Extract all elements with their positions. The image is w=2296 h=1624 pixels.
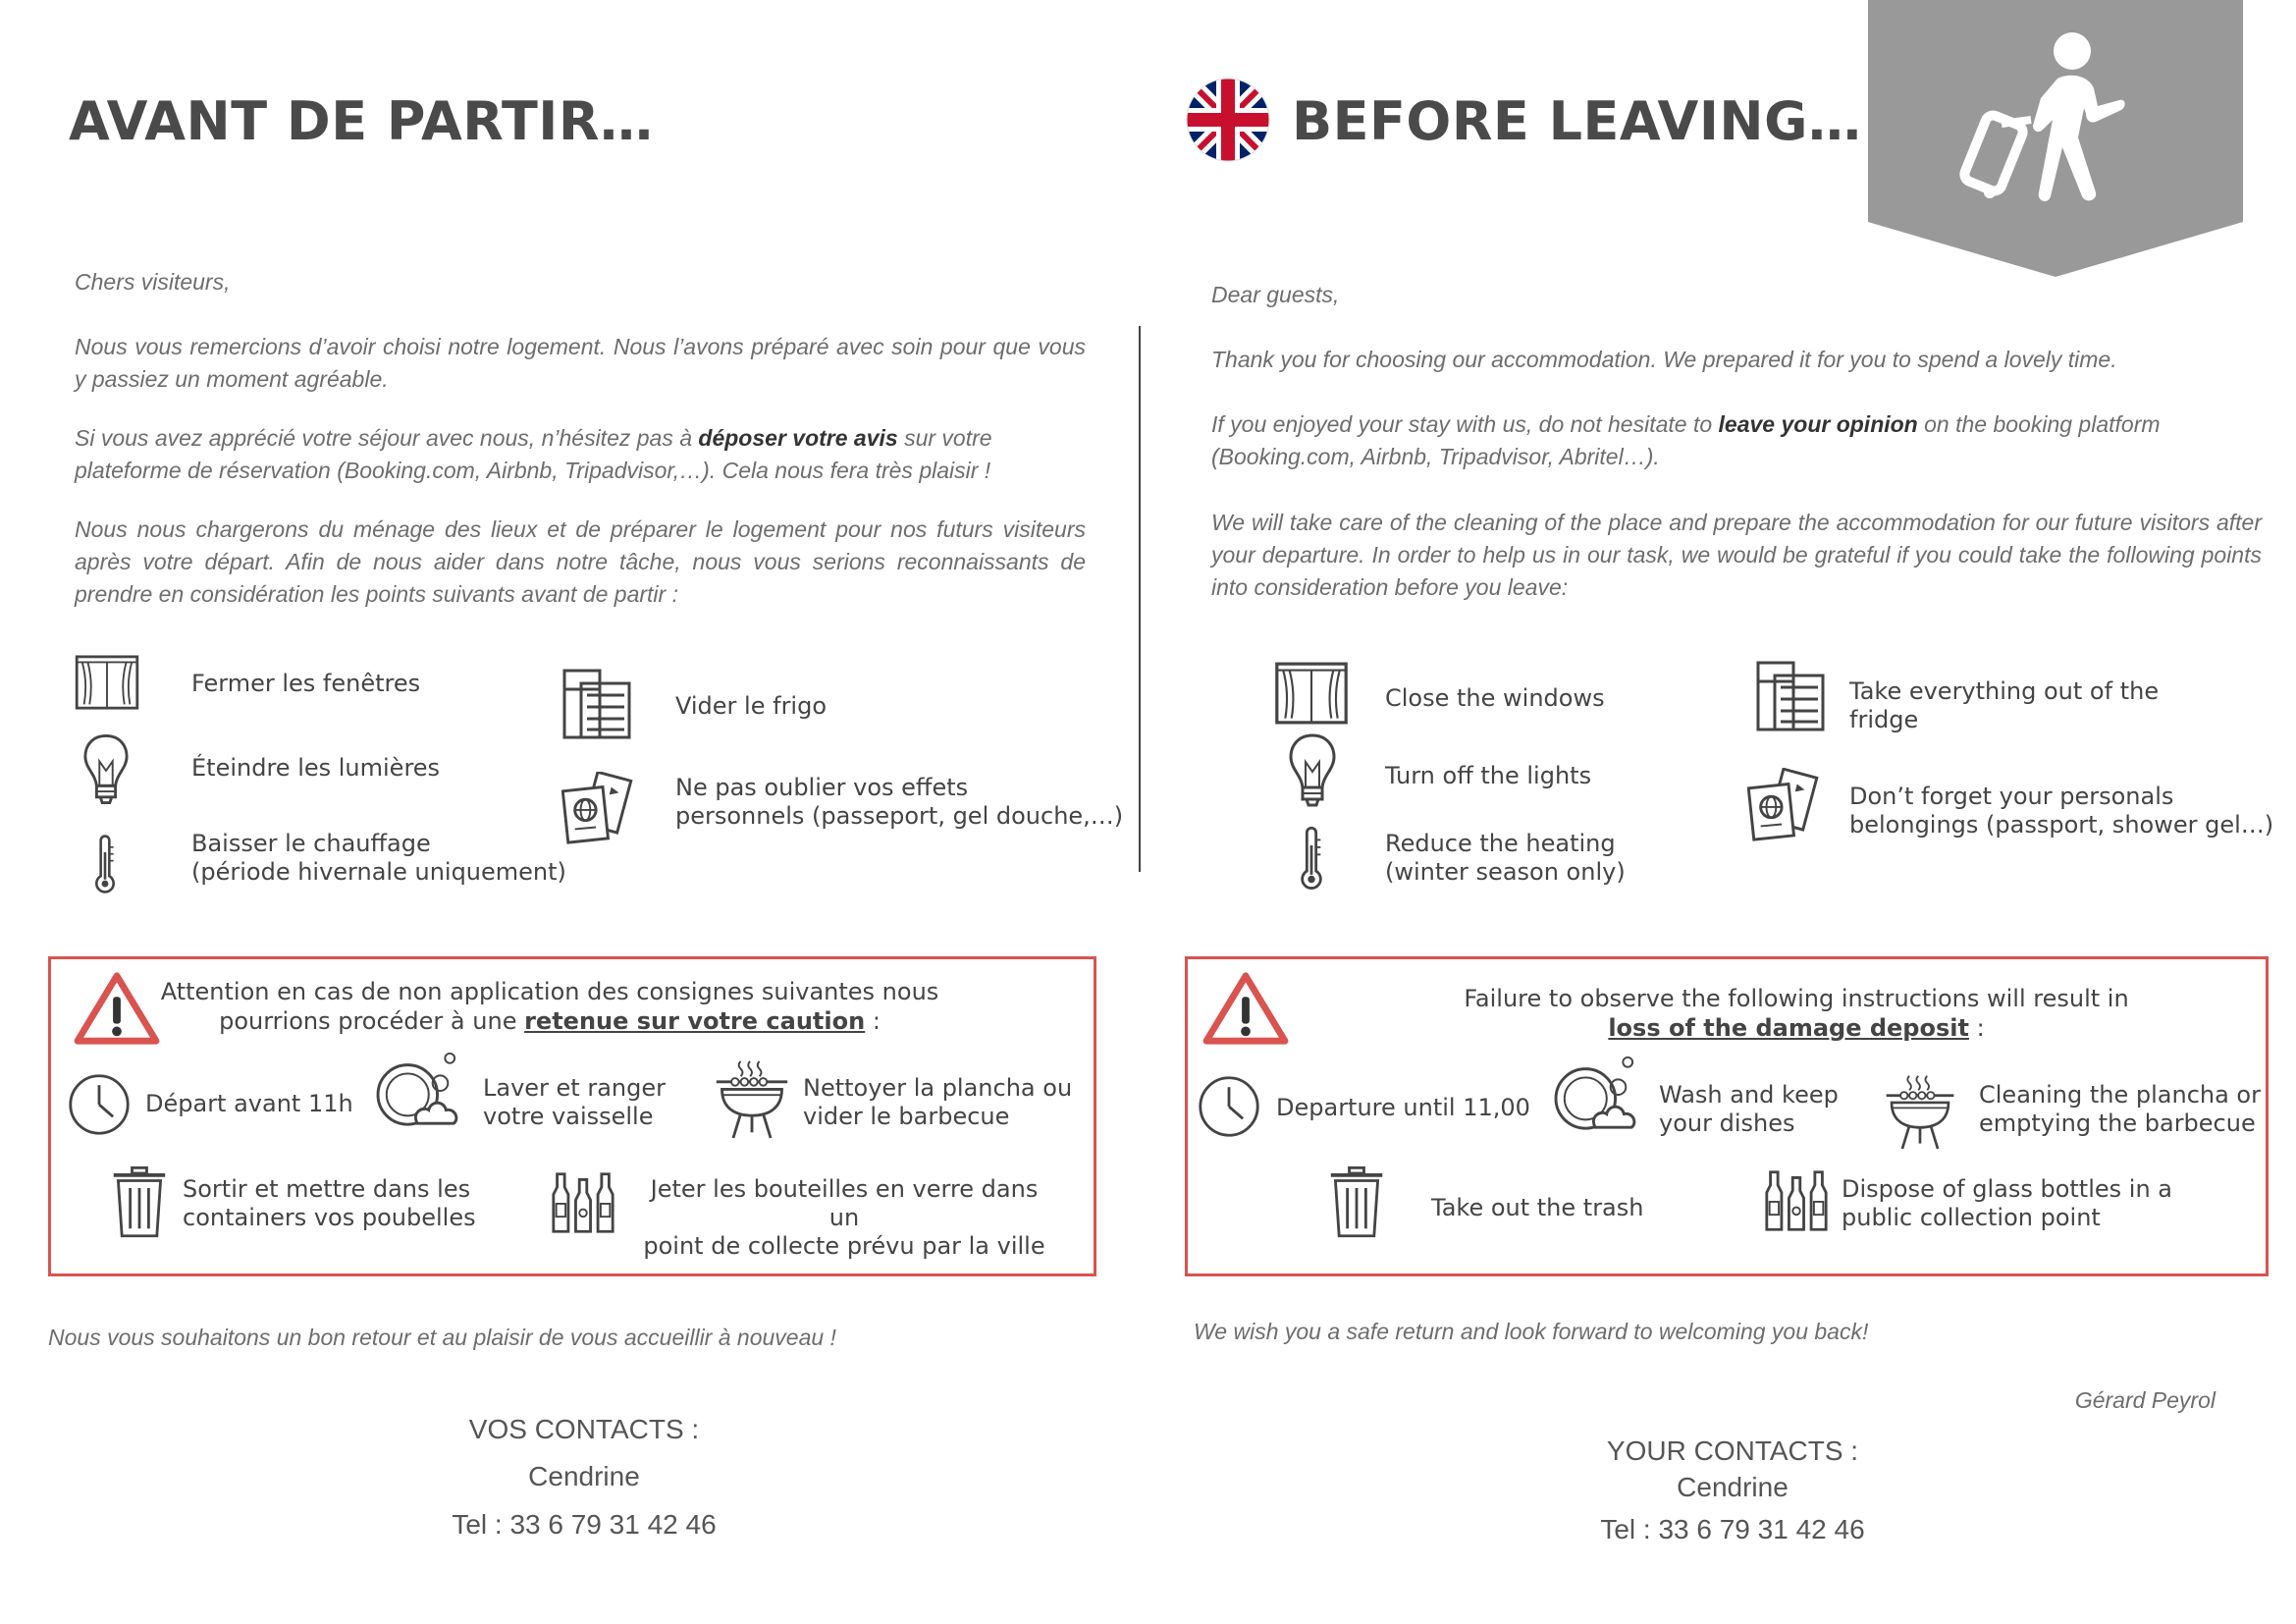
paragraph-cleaning-en: We will take care of the cleaning of the place and prepare the accommodation for our future visitors after your departure. In order to help us in our task, we would be grateful if you could take the following points into consideration before you leave: xyxy=(1211,510,2262,600)
review-text-end-fr: sur votre plateforme de réservation (Booking.com, Airbnb, Tripadvisor,…). Cela nous fera très plaisir ! xyxy=(75,425,992,483)
item-heating-en xyxy=(1385,830,1626,887)
uk-flag-icon xyxy=(1186,78,1270,167)
farewell-en: We wish you a safe return and look forward to welcoming you back! xyxy=(1194,1319,1869,1344)
item-belongings-en xyxy=(1849,783,2273,839)
trash-icon xyxy=(1327,1165,1386,1240)
item-lights-fr: Éteindre les lumières xyxy=(191,754,441,782)
bottles-icon xyxy=(1763,1168,1830,1233)
item-fridge-en xyxy=(1849,677,2159,734)
rule-bottles-line1-fr: Jeter les bouteilles en verre dans un xyxy=(650,1175,1039,1231)
item-heating-fr xyxy=(191,830,566,887)
rule-bbq-en xyxy=(1979,1081,2261,1138)
warning-line2-start-fr: pourrions procéder à une xyxy=(219,1007,525,1035)
fridge-icon xyxy=(1755,660,1826,732)
farewell-fr: Nous vous souhaitons un bon retour et au plaisir de vous accueillir à nouveau ! xyxy=(48,1325,836,1350)
paragraph-review-en xyxy=(1211,408,2262,473)
paragraph-thanks-en: Thank you for choosing our accommodation. We prepared it for you to spend a lovely time. xyxy=(1211,347,2117,372)
lightbulb-icon xyxy=(82,731,130,806)
column-divider xyxy=(1139,326,1141,872)
item-belongings-fr xyxy=(675,774,1123,831)
rule-bbq-fr xyxy=(803,1074,1072,1131)
trash-icon xyxy=(110,1165,169,1240)
traveler-banner xyxy=(1868,0,2243,277)
item-belongings-line2-fr: personnels (passeport, gel douche,…) xyxy=(675,802,1124,830)
rule-bbq-line2-en: emptying the barbecue xyxy=(1979,1110,2256,1137)
item-belongings-line1-en: Don’t forget your personals xyxy=(1849,783,2174,810)
review-text-end-en: on the booking platform (Booking.com, Airbnb, Tripadvisor, Abritel…). xyxy=(1211,411,2161,469)
warning-icon xyxy=(1201,970,1290,1047)
contacts-label-fr: VOS CONTACTS : xyxy=(468,1414,700,1444)
passport-icon xyxy=(1747,768,1824,842)
warning-text-en xyxy=(1414,984,2179,1043)
item-lights-en: Turn off the lights xyxy=(1385,762,1592,789)
rule-bottles-line2-fr: point de collecte prévu par la ville xyxy=(643,1232,1045,1260)
contact-tel-en: Tel : 33 6 79 31 42 46 xyxy=(1600,1514,1865,1544)
rule-dishes-fr xyxy=(483,1074,666,1131)
rule-dishes-line1-en: Wash and keep xyxy=(1659,1081,1839,1109)
rule-departure-fr: Départ avant 11h xyxy=(145,1090,353,1117)
warning-deposit-fr: retenue sur votre caution xyxy=(524,1007,866,1035)
item-heating-line1-en: Reduce the heating xyxy=(1385,830,1616,857)
item-belongings-line1-fr: Ne pas oublier vos effets xyxy=(675,774,969,801)
contacts-label-en: YOUR CONTACTS : xyxy=(1606,1435,1859,1466)
review-emphasis-fr: déposer votre avis xyxy=(698,425,898,451)
window-icon xyxy=(1274,662,1349,725)
rule-trash-en: Take out the trash xyxy=(1431,1194,1644,1221)
item-heating-line2-fr: (période hivernale uniquement) xyxy=(191,858,566,886)
page-title-fr: AVANT DE PARTIR… xyxy=(69,90,654,152)
paragraph-cleaning-fr: Nous nous chargerons du ménage des lieux et de préparer le logement pour nos futurs visiteurs après votre départ. Afin de nous aider dans notre tâche, nous vous serions reconnaissants de prendre en considération les points suivants avant de partir : xyxy=(75,516,1086,607)
item-fridge-fr: Vider le frigo xyxy=(675,692,828,720)
page-title-en: BEFORE LEAVING… xyxy=(1292,90,1862,152)
item-windows-en: Close the windows xyxy=(1385,684,1605,712)
window-icon xyxy=(75,655,139,710)
rule-dishes-line2-en: your dishes xyxy=(1659,1110,1795,1137)
rule-bottles-line2-en: public collection point xyxy=(1842,1204,2101,1231)
rule-bottles-en xyxy=(1842,1175,2172,1232)
rule-dishes-line1-fr: Laver et ranger xyxy=(483,1074,666,1102)
warning-line1-fr: Attention en cas de non application des consignes suivantes nous xyxy=(160,978,939,1005)
warning-deposit-en: loss of the damage deposit xyxy=(1608,1014,1969,1042)
contact-name-fr: Cendrine xyxy=(528,1461,640,1491)
thermometer-icon xyxy=(1298,825,1325,893)
rule-bottles-line1-en: Dispose of glass bottles in a xyxy=(1842,1175,2172,1203)
contact-name-en: Cendrine xyxy=(1677,1472,1789,1502)
greeting-en: Dear guests, xyxy=(1211,282,1340,307)
fridge-icon xyxy=(561,668,632,740)
item-heating-line1-fr: Baisser le chauffage xyxy=(191,830,431,857)
warning-line2-end-fr: : xyxy=(865,1007,881,1035)
rule-bottles-fr xyxy=(638,1175,1050,1261)
rule-trash-line1-fr: Sortir et mettre dans les xyxy=(183,1175,471,1203)
greeting-fr: Chers visiteurs, xyxy=(75,269,231,295)
rule-dishes-en xyxy=(1659,1081,1839,1138)
item-heating-line2-en: (winter season only) xyxy=(1385,858,1626,886)
item-windows-fr: Fermer les fenêtres xyxy=(191,670,421,697)
clock-icon xyxy=(1197,1074,1261,1139)
review-text-en: If you enjoyed your stay with us, do not hesitate to xyxy=(1211,411,1719,437)
clock-icon xyxy=(67,1072,132,1137)
paragraph-thanks-fr: Nous vous remercions d’avoir choisi notre logement. Nous l’avons préparé avec soin pour que vous y passiez un moment agréable. xyxy=(75,334,1086,392)
thermometer-icon xyxy=(92,833,118,897)
review-text-fr: Si vous avez apprécié votre séjour avec nous, n’hésitez pas à xyxy=(75,425,699,451)
dishes-icon xyxy=(1551,1055,1643,1135)
paragraph-review-fr xyxy=(75,422,1086,487)
item-fridge-line1-en: Take everything out of the xyxy=(1849,677,2160,705)
signature-en: Gérard Peyrol xyxy=(2074,1387,2216,1413)
rule-dishes-line2-fr: votre vaisselle xyxy=(483,1103,654,1130)
review-emphasis-en: leave your opinion xyxy=(1718,411,1918,437)
contact-tel-fr: Tel : 33 6 79 31 42 46 xyxy=(452,1509,717,1540)
barbecue-icon xyxy=(1883,1070,1957,1153)
item-fridge-line2-en: fridge xyxy=(1849,706,1919,733)
rule-departure-en: Departure until 11,00 xyxy=(1276,1094,1530,1121)
rule-bbq-line1-en: Cleaning the plancha or xyxy=(1979,1081,2261,1109)
warning-line2-end-en: : xyxy=(1968,1014,1985,1042)
bottles-icon xyxy=(550,1170,616,1235)
warning-line1-en: Failure to observe the following instructions will result in xyxy=(1464,985,2129,1012)
warning-line2-en xyxy=(1414,1013,2179,1043)
rule-bbq-line1-fr: Nettoyer la plancha ou xyxy=(803,1074,1073,1102)
barbecue-icon xyxy=(713,1056,791,1141)
item-belongings-line2-en: belongings (passport, shower gel…) xyxy=(1849,811,2274,839)
rule-trash-fr xyxy=(183,1175,476,1232)
passport-icon xyxy=(561,772,638,844)
dishes-icon xyxy=(373,1051,465,1131)
warning-text-fr xyxy=(147,977,952,1036)
rule-bbq-line2-fr: vider le barbecue xyxy=(803,1103,1010,1130)
rule-trash-line2-fr: containers vos poubelles xyxy=(183,1204,476,1231)
warning-line2-fr xyxy=(147,1006,952,1036)
lightbulb-icon xyxy=(1288,732,1337,807)
